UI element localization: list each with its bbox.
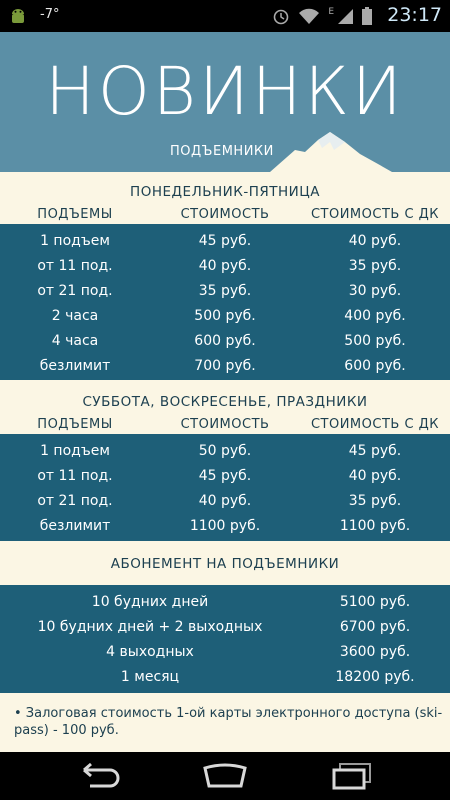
price: 1100 руб. — [189, 518, 261, 534]
price: 35 руб. — [198, 283, 252, 299]
column-header-price-card: СТОИМОСТЬ С ДК — [310, 417, 440, 432]
pass-price: 5100 руб. — [339, 594, 411, 610]
signal-icon — [336, 7, 354, 25]
table-row — [0, 615, 450, 640]
lift-count: безлимит — [39, 518, 111, 534]
price-card: 400 руб. — [344, 308, 406, 324]
column-header-price-card: СТОИМОСТЬ С ДК — [310, 207, 440, 222]
weekend-price-table — [0, 434, 450, 541]
pass-name: 1 месяц — [120, 669, 180, 685]
lift-count: от 11 под. — [37, 468, 113, 484]
price-card: 600 руб. — [344, 358, 406, 374]
alarm-icon — [272, 7, 290, 25]
table-row — [0, 464, 450, 489]
lift-count: 1 подъем — [40, 443, 110, 459]
weekend-title: СУББОТА, ВОСКРЕСЕНЬЕ, ПРАЗДНИКИ — [82, 394, 368, 410]
column-header-lifts: ПОДЪЕМЫ — [37, 417, 113, 432]
price: 700 руб. — [194, 358, 256, 374]
table-row — [0, 489, 450, 514]
clock-time: 23:17 — [387, 4, 442, 26]
recent-apps-icon[interactable] — [322, 760, 382, 792]
page-subtitle: ПОДЪЕМНИКИ — [170, 144, 274, 159]
lift-count: 4 часа — [51, 333, 99, 349]
lift-count: от 11 под. — [37, 258, 113, 274]
lift-count: безлимит — [39, 358, 111, 374]
pass-price: 3600 руб. — [339, 644, 411, 660]
weekday-price-table — [0, 224, 450, 380]
price: 600 руб. — [194, 333, 256, 349]
android-icon — [8, 6, 28, 26]
price: 45 руб. — [198, 468, 252, 484]
table-row — [0, 354, 450, 379]
price-card: 1100 руб. — [339, 518, 411, 534]
price-card: 35 руб. — [348, 258, 402, 274]
price: 40 руб. — [198, 493, 252, 509]
price: 50 руб. — [198, 443, 252, 459]
battery-icon — [362, 7, 372, 25]
lift-count: 2 часа — [51, 308, 99, 324]
table-row — [0, 514, 450, 539]
column-header-price: СТОИМОСТЬ — [180, 417, 270, 432]
table-row — [0, 229, 450, 254]
season-pass-title: АБОНЕМЕНТ НА ПОДЪЕМНИКИ — [110, 556, 340, 572]
price-card: 40 руб. — [348, 468, 402, 484]
wifi-icon — [298, 7, 320, 25]
table-row — [0, 254, 450, 279]
price-card: 45 руб. — [348, 443, 402, 459]
pass-name: 4 выходных — [106, 644, 194, 660]
price-card: 40 руб. — [348, 233, 402, 249]
price-card: 30 руб. — [348, 283, 402, 299]
table-row — [0, 640, 450, 665]
weekday-title: ПОНЕДЕЛЬНИК-ПЯТНИЦА — [130, 184, 320, 200]
column-header-lifts: ПОДЪЕМЫ — [37, 207, 113, 222]
status-bar — [0, 0, 450, 32]
pass-price: 18200 руб. — [335, 669, 415, 685]
home-icon[interactable] — [195, 760, 255, 792]
season-pass-header — [0, 541, 450, 585]
price-card: 500 руб. — [344, 333, 406, 349]
temperature-text: -7° — [40, 7, 60, 22]
table-row — [0, 304, 450, 329]
weekend-header — [0, 380, 450, 434]
navigation-bar — [0, 752, 450, 800]
price: 45 руб. — [198, 233, 252, 249]
deposit-note: • Залоговая стоимость 1-ой карты электронного доступа (ski-pass) - 100 руб. — [14, 706, 443, 738]
table-row — [0, 665, 450, 690]
price: 500 руб. — [194, 308, 256, 324]
lift-count: от 21 под. — [37, 493, 113, 509]
table-row — [0, 590, 450, 615]
price: 40 руб. — [198, 258, 252, 274]
table-row — [0, 439, 450, 464]
lift-count: 1 подъем — [40, 233, 110, 249]
price-card: 35 руб. — [348, 493, 402, 509]
weekday-header — [0, 172, 450, 224]
page-title: НОВИНКИ — [45, 53, 405, 130]
table-row — [0, 329, 450, 354]
network-type: E — [328, 7, 334, 17]
table-row — [0, 279, 450, 304]
pass-price: 6700 руб. — [339, 619, 411, 635]
season-pass-table — [0, 585, 450, 693]
back-icon[interactable] — [70, 760, 130, 792]
lift-count: от 21 под. — [37, 283, 113, 299]
page-header — [0, 32, 450, 172]
pass-name: 10 будних дней + 2 выходных — [37, 619, 263, 635]
column-header-price: СТОИМОСТЬ — [180, 207, 270, 222]
pass-name: 10 будних дней — [91, 594, 209, 610]
